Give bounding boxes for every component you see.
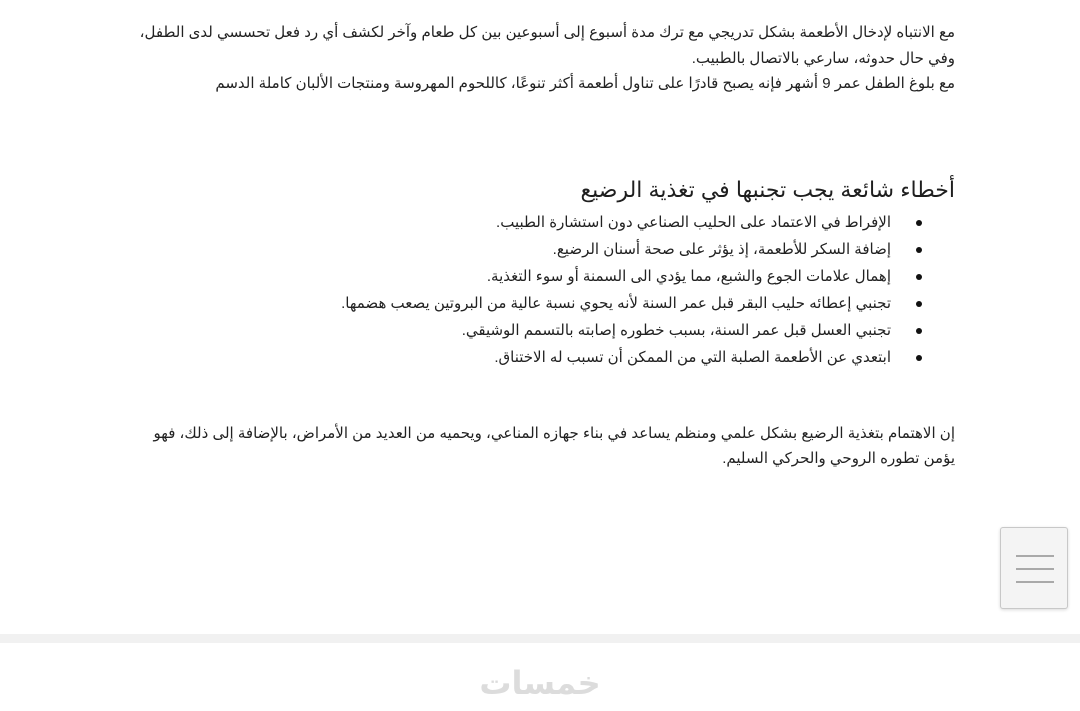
- list-item: [125, 344, 955, 371]
- list-item-text: تجنبي العسل قبل عمر السنة، بسبب خطوره إصابته بالتسمم الوشيقي.: [461, 321, 891, 339]
- bullet-icon: [916, 355, 922, 361]
- list-item-text: إهمال علامات الجوع والشبع، مما يؤدي الى السمنة أو سوء التغذية.: [486, 267, 891, 285]
- list-item-text: الإفراط في الاعتماد على الحليب الصناعي دون استشارة الطبيب.: [496, 213, 891, 231]
- site-footer: [0, 643, 1080, 711]
- bullet-icon: [916, 301, 922, 307]
- mistakes-list: [125, 209, 955, 371]
- list-item-text: ابتعدي عن الأطعمة الصلبة التي من الممكن أن تسبب له الاختناق.: [494, 348, 891, 366]
- bullet-icon: [916, 220, 922, 226]
- footer-divider: [0, 634, 1080, 643]
- conclusion-paragraph: إن الاهتمام بتغذية الرضيع بشكل علمي ومنظم يساعد في بناء جهازه المناعي، ويحميه من العديد من الأمراض، بالإضافة إلى ذلك، فهو يؤمن تطوره الروحي والحركي السليم.: [153, 424, 955, 467]
- list-item: [125, 317, 955, 344]
- bullet-icon: [916, 247, 922, 253]
- list-item: [125, 263, 955, 290]
- list-item-text: تجنبي إعطائه حليب البقر قبل عمر السنة لأنه يحوي نسبة عالية من البروتين يصعب هضمها.: [341, 294, 891, 312]
- list-item: [125, 290, 955, 317]
- bullet-icon: [916, 274, 922, 280]
- section-heading: أخطاء شائعة يجب تجنبها في تغذية الرضيع: [580, 176, 955, 202]
- list-item: [125, 236, 955, 263]
- footer-logo[interactable]: خمسات: [479, 664, 601, 702]
- intro-paragraph-1: مع الانتباه لإدخال الأطعمة بشكل تدريجي مع ترك مدة أسبوع إلى أسبوعين بين كل طعام وآخر لكشف أي رد فعل تحسسي لدى الطفل، وفي حال حدوثه، سارعي بالاتصال بالطبيب.: [139, 24, 955, 67]
- intro-paragraph-2: مع بلوغ الطفل عمر 9 أشهر فإنه يصبح قادرًا على تناول أطعمة أكثر تنوعًا، كاللحوم المهروسة ومنتجات الألبان كاملة الدسم: [215, 75, 955, 92]
- bullet-icon: [916, 328, 922, 334]
- menu-button[interactable]: [1000, 527, 1068, 609]
- list-item: [125, 209, 955, 236]
- article-content: [125, 20, 955, 472]
- list-item-text: إضافة السكر للأطعمة، إذ يؤثر على صحة أسنان الرضيع.: [552, 240, 891, 258]
